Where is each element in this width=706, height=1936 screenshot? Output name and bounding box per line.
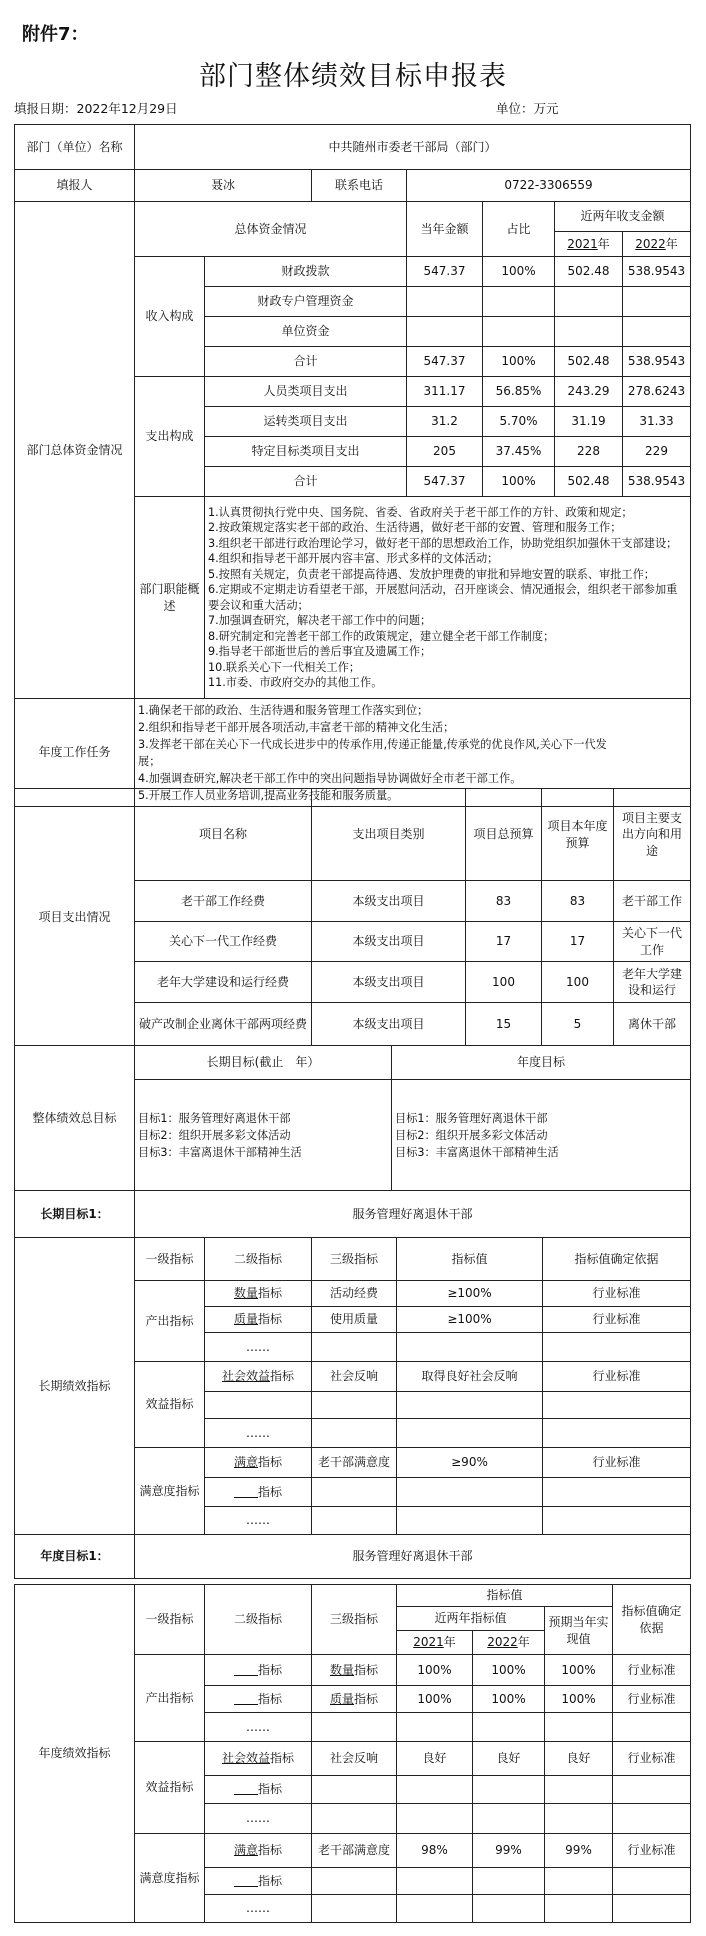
annual-basis-cell bbox=[613, 1868, 691, 1895]
long-l3-cell: 社会反响 bbox=[312, 1362, 397, 1392]
long-l3-cell bbox=[312, 1333, 397, 1362]
annual-l3-cell bbox=[312, 1804, 397, 1834]
project-name: 老干部工作经费 bbox=[135, 881, 312, 922]
expense-2022: 538.9543 bbox=[623, 467, 691, 497]
projects-table bbox=[14, 788, 691, 1046]
annual-l2-cell: 指标 bbox=[205, 1655, 312, 1686]
annual-2022-cell: 100% bbox=[473, 1655, 545, 1686]
project-annual: 17 bbox=[542, 922, 614, 962]
income-2022 bbox=[623, 287, 691, 317]
page-title: 部门整体绩效目标申报表 bbox=[199, 61, 507, 92]
income-2021: 502.48 bbox=[555, 347, 623, 377]
income-name: 单位资金 bbox=[205, 317, 407, 347]
income-name: 财政专户管理资金 bbox=[205, 287, 407, 317]
expense-label: 支出构成 bbox=[135, 377, 205, 497]
long-l2-cell: 数量指标 bbox=[205, 1281, 312, 1307]
expense-2021: 228 bbox=[555, 437, 623, 467]
task-line: 2.组织和指导老干部开展各项活动,丰富老干部的精神文化生活； bbox=[138, 720, 455, 734]
income-2021 bbox=[555, 287, 623, 317]
annual-expected-cell bbox=[545, 1713, 613, 1742]
income-name: 合计 bbox=[205, 347, 407, 377]
long-basis-cell bbox=[543, 1478, 691, 1507]
long-value-cell bbox=[397, 1478, 543, 1507]
long-l3-cell bbox=[312, 1419, 397, 1448]
income-current: 547.37 bbox=[407, 347, 483, 377]
project-name: 破产改制企业离休干部两项经费 bbox=[135, 1003, 312, 1046]
annual-expected-cell bbox=[545, 1868, 613, 1895]
long-l3-cell bbox=[312, 1478, 397, 1507]
annual-l3-cell bbox=[312, 1776, 397, 1804]
project-direction: 关心下一代工作 bbox=[614, 922, 691, 962]
long-l1-header: 一级指标 bbox=[135, 1238, 205, 1281]
annual-basis-cell: 行业标准 bbox=[613, 1834, 691, 1868]
long-l2-cell: …… bbox=[205, 1333, 312, 1362]
expense-2021: 502.48 bbox=[555, 467, 623, 497]
annual-l3-cell: 质量指标 bbox=[312, 1686, 397, 1713]
dept-row bbox=[15, 125, 691, 170]
funds-total-header: 总体资金情况 bbox=[135, 202, 407, 257]
annual-l1-header: 一级指标 bbox=[135, 1585, 205, 1655]
projects-header-row bbox=[15, 789, 691, 881]
annual-2021-cell: 良好 bbox=[397, 1742, 473, 1776]
phone-label: 联系电话 bbox=[312, 170, 407, 202]
expense-2022: 31.33 bbox=[623, 407, 691, 437]
long-l2-cell: 质量指标 bbox=[205, 1307, 312, 1333]
annual-2021-cell: 98% bbox=[397, 1834, 473, 1868]
annual-basis-cell bbox=[613, 1895, 691, 1923]
project-category-header: 支出项目类别 bbox=[312, 789, 466, 881]
annual-tasks-label: 年度工作任务 bbox=[15, 699, 135, 807]
long-ind-header-row bbox=[15, 1238, 691, 1281]
annual-recent-header: 近两年指标值 bbox=[397, 1607, 545, 1631]
annex-label: 附件7： bbox=[22, 24, 89, 45]
performance-table bbox=[14, 124, 691, 807]
annual-goal-text: 服务管理好离退休干部 bbox=[135, 1535, 691, 1579]
long-basis-cell: 行业标准 bbox=[543, 1281, 691, 1307]
annual-l2-cell: 指标 bbox=[205, 1868, 312, 1895]
income-name: 财政拨款 bbox=[205, 257, 407, 287]
long-l3-cell: 使用质量 bbox=[312, 1307, 397, 1333]
income-ratio: 100% bbox=[483, 257, 555, 287]
function-line: 2.按政策规定落实老干部的政治、生活待遇，做好老干部的安置、管理和服务工作； bbox=[208, 521, 622, 534]
annual-l3-header: 三级指标 bbox=[312, 1585, 397, 1655]
function-line: 8.研究制定和完善老干部工作的政策规定，建立健全老干部工作制度； bbox=[208, 629, 555, 643]
function-line: 6.定期或不定期走访看望老干部，开展慰问活动，召开座谈会、情况通报会，组织老干部参加重 bbox=[208, 583, 678, 596]
project-total-header: 项目总预算 bbox=[466, 789, 542, 881]
income-ratio: 100% bbox=[483, 347, 555, 377]
project-category: 本级支出项目 bbox=[312, 922, 466, 962]
annual-basis-cell bbox=[613, 1776, 691, 1804]
long-value-cell: ≥100% bbox=[397, 1307, 543, 1333]
annual-2022-cell bbox=[473, 1895, 545, 1923]
task-line: 展； bbox=[138, 754, 161, 768]
long-term-goal-item: 目标3：丰富离退休干部精神生活 bbox=[138, 1145, 302, 1159]
income-ratio bbox=[483, 287, 555, 317]
income-2021 bbox=[555, 317, 623, 347]
annual-l3-cell bbox=[312, 1713, 397, 1742]
expense-ratio: 100% bbox=[483, 467, 555, 497]
task-line: 4.加强调查研究,解决老干部工作中的突出问题指导协调做好全市老干部工作。 bbox=[138, 771, 522, 785]
annual-2022-cell: 99% bbox=[473, 1834, 545, 1868]
income-current: 547.37 bbox=[407, 257, 483, 287]
long-value-cell: ≥90% bbox=[397, 1448, 543, 1478]
annual-l2-cell: 社会效益指标 bbox=[205, 1742, 312, 1776]
income-2022: 538.9543 bbox=[623, 257, 691, 287]
project-category: 本级支出项目 bbox=[312, 881, 466, 922]
annual-satisfaction-label: 满意度指标 bbox=[135, 1834, 205, 1923]
expense-name: 合计 bbox=[205, 467, 407, 497]
long-goal-text: 服务管理好离退休干部 bbox=[135, 1191, 691, 1238]
project-total: 100 bbox=[466, 962, 542, 1003]
annual-2021-cell: 100% bbox=[397, 1655, 473, 1686]
annual-l3-cell bbox=[312, 1868, 397, 1895]
project-name: 关心下一代工作经费 bbox=[135, 922, 312, 962]
annual-basis-cell: 行业标准 bbox=[613, 1742, 691, 1776]
filler-name: 聂冰 bbox=[135, 170, 312, 202]
annual-expected-header: 预期当年实现值 bbox=[545, 1607, 613, 1655]
projects-label: 项目支出情况 bbox=[15, 789, 135, 1046]
long-l3-cell: 活动经费 bbox=[312, 1281, 397, 1307]
long-value-cell bbox=[397, 1419, 543, 1448]
function-line: 5.按照有关规定，负责老干部提高待遇、发放护理费的审批和异地安置的联系、审批工作； bbox=[208, 567, 655, 581]
function-line: 7.加强调查研究，解决老干部工作中的问题； bbox=[208, 614, 432, 627]
annual-year-2021: 2021年 bbox=[397, 1631, 473, 1655]
expense-name: 特定目标类项目支出 bbox=[205, 437, 407, 467]
long-l2-cell: 满意指标 bbox=[205, 1448, 312, 1478]
long-term-goal-item: 目标1：服务管理好离退休干部 bbox=[138, 1111, 291, 1125]
annual-expected-cell: 良好 bbox=[545, 1742, 613, 1776]
project-category: 本级支出项目 bbox=[312, 1003, 466, 1046]
project-name: 老年大学建设和运行经费 bbox=[135, 962, 312, 1003]
long-basis-cell bbox=[543, 1392, 691, 1419]
annual-basis-cell bbox=[613, 1713, 691, 1742]
function-line: 10.联系关心下一代相关工作； bbox=[208, 660, 361, 674]
annual-l2-header: 二级指标 bbox=[205, 1585, 312, 1655]
long-value-header: 指标值 bbox=[397, 1238, 543, 1281]
task-line: 1.确保老干部的政治、生活待遇和服务管理工作落实到位； bbox=[138, 703, 429, 717]
task-line: 5.开展工作人员业务培训,提高业务技能和服务质量。 bbox=[138, 788, 399, 802]
project-annual-header: 项目本年度预算 bbox=[542, 789, 614, 881]
income-ratio bbox=[483, 317, 555, 347]
phone-number: 0722-3306559 bbox=[407, 170, 691, 202]
overall-goals-label: 整体绩效总目标 bbox=[15, 1046, 135, 1191]
expense-2022: 229 bbox=[623, 437, 691, 467]
long-basis-cell: 行业标准 bbox=[543, 1307, 691, 1333]
annual-2022-cell: 良好 bbox=[473, 1742, 545, 1776]
annual-goal-item: 目标1：服务管理好离退休干部 bbox=[395, 1111, 548, 1125]
funds-section-label: 部门总体资金情况 bbox=[15, 202, 135, 699]
annual-basis-cell: 行业标准 bbox=[613, 1686, 691, 1713]
long-basis-cell bbox=[543, 1333, 691, 1362]
long-term-header: 长期目标(截止 年） bbox=[135, 1046, 392, 1080]
annual-indicators-label: 年度绩效指标 bbox=[15, 1585, 135, 1923]
expense-name: 运转类项目支出 bbox=[205, 407, 407, 437]
long-l3-header: 三级指标 bbox=[312, 1238, 397, 1281]
dept-label: 部门（单位）名称 bbox=[15, 125, 135, 170]
annual-value-header: 指标值 bbox=[397, 1585, 613, 1607]
annual-2022-cell bbox=[473, 1804, 545, 1834]
annual-output-label: 产出指标 bbox=[135, 1655, 205, 1742]
overall-goals-table bbox=[14, 1045, 691, 1238]
annual-expected-cell: 100% bbox=[545, 1655, 613, 1686]
long-term-goals bbox=[135, 1080, 392, 1191]
function-line: 3.组织老干部进行政治理论学习，做好老干部的思想政治工作，协助党组织加强休干支部建设； bbox=[208, 536, 678, 550]
project-direction-header: 项目主要支出方向和用途 bbox=[614, 789, 691, 881]
annual-expected-cell: 99% bbox=[545, 1834, 613, 1868]
income-2022: 538.9543 bbox=[623, 347, 691, 377]
annual-2021-cell bbox=[397, 1804, 473, 1834]
long-l2-cell: 指标 bbox=[205, 1478, 312, 1507]
expense-current: 547.37 bbox=[407, 467, 483, 497]
income-current bbox=[407, 287, 483, 317]
expense-current: 311.17 bbox=[407, 377, 483, 407]
long-indicators-table bbox=[14, 1237, 691, 1535]
long-value-cell: 取得良好社会反响 bbox=[397, 1362, 543, 1392]
project-direction: 离休干部 bbox=[614, 1003, 691, 1046]
annual-l3-cell: 数量指标 bbox=[312, 1655, 397, 1686]
project-total: 15 bbox=[466, 1003, 542, 1046]
long-value-cell bbox=[397, 1507, 543, 1535]
long-value-cell bbox=[397, 1333, 543, 1362]
annual-l2-cell: 指标 bbox=[205, 1776, 312, 1804]
function-line: 11.市委、市政府交办的其他工作。 bbox=[208, 676, 383, 689]
long-basis-cell: 行业标准 bbox=[543, 1448, 691, 1478]
annual-goal-item: 目标3：丰富离退休干部精神生活 bbox=[395, 1145, 559, 1159]
long-l3-cell: 老干部满意度 bbox=[312, 1448, 397, 1478]
funds-current-header: 当年金额 bbox=[407, 202, 483, 257]
long-l3-cell bbox=[312, 1507, 397, 1535]
annual-year-2022: 2022年 bbox=[473, 1631, 545, 1655]
long-benefit-label: 效益指标 bbox=[135, 1362, 205, 1448]
annual-2022-cell bbox=[473, 1868, 545, 1895]
project-annual: 5 bbox=[542, 1003, 614, 1046]
annual-2021-cell: 100% bbox=[397, 1686, 473, 1713]
annual-goal-row bbox=[15, 1535, 691, 1579]
filler-label: 填报人 bbox=[15, 170, 135, 202]
project-total: 17 bbox=[466, 922, 542, 962]
project-annual: 100 bbox=[542, 962, 614, 1003]
long-indicators-label: 长期绩效指标 bbox=[15, 1238, 135, 1535]
function-line: 9.指导老干部逝世后的善后事宜及遗属工作； bbox=[208, 645, 432, 658]
project-name-header: 项目名称 bbox=[135, 789, 312, 881]
expense-2022: 278.6243 bbox=[623, 377, 691, 407]
expense-current: 205 bbox=[407, 437, 483, 467]
long-output-label: 产出指标 bbox=[135, 1281, 205, 1362]
expense-current: 31.2 bbox=[407, 407, 483, 437]
functions-label: 部门职能概述 bbox=[135, 497, 205, 699]
unit-label: 单位：万元 bbox=[496, 101, 559, 116]
annual-2022-cell bbox=[473, 1776, 545, 1804]
funds-year-2022: 2022年 bbox=[623, 232, 691, 257]
annual-basis-header: 指标值确定依据 bbox=[613, 1585, 691, 1655]
annual-l2-cell: 指标 bbox=[205, 1686, 312, 1713]
long-l2-cell: …… bbox=[205, 1507, 312, 1535]
funds-header-row bbox=[15, 202, 691, 232]
annual-expected-cell: 100% bbox=[545, 1686, 613, 1713]
function-line: 1.认真贯彻执行党中央、国务院、省委、省政府关于老干部工作的方针、政策和规定； bbox=[208, 505, 633, 519]
annual-2021-cell bbox=[397, 1895, 473, 1923]
annual-expected-cell bbox=[545, 1776, 613, 1804]
project-annual: 83 bbox=[542, 881, 614, 922]
long-l2-cell: 社会效益指标 bbox=[205, 1362, 312, 1392]
fill-date-label: 填报日期： bbox=[14, 101, 77, 116]
funds-recent-header: 近两年收支金额 bbox=[555, 202, 691, 232]
annual-goal-table bbox=[14, 1534, 691, 1579]
annual-expected-cell bbox=[545, 1804, 613, 1834]
long-l2-cell bbox=[205, 1392, 312, 1419]
long-basis-cell bbox=[543, 1419, 691, 1448]
annual-l3-cell: 社会反响 bbox=[312, 1742, 397, 1776]
long-goal-label: 长期目标1： bbox=[15, 1191, 135, 1238]
long-satisfaction-label: 满意度指标 bbox=[135, 1448, 205, 1535]
funds-year-2021: 2021年 bbox=[555, 232, 623, 257]
fill-date: 2022年12月29日 bbox=[76, 101, 178, 116]
expense-2021: 31.19 bbox=[555, 407, 623, 437]
annual-basis-cell bbox=[613, 1804, 691, 1834]
project-category: 本级支出项目 bbox=[312, 962, 466, 1003]
long-value-cell: ≥100% bbox=[397, 1281, 543, 1307]
annual-goal-item: 目标2：组织开展多彩文体活动 bbox=[395, 1128, 548, 1142]
expense-ratio: 56.85% bbox=[483, 377, 555, 407]
income-2022 bbox=[623, 317, 691, 347]
income-current bbox=[407, 317, 483, 347]
annual-expected-cell bbox=[545, 1895, 613, 1923]
long-basis-cell bbox=[543, 1507, 691, 1535]
annual-goals bbox=[392, 1080, 691, 1191]
annual-goal-label: 年度目标1： bbox=[15, 1535, 135, 1579]
annual-goal-header: 年度目标 bbox=[392, 1046, 691, 1080]
long-goal-row bbox=[15, 1191, 691, 1238]
income-2021: 502.48 bbox=[555, 257, 623, 287]
expense-2021: 243.29 bbox=[555, 377, 623, 407]
fill-info-row bbox=[14, 99, 690, 117]
long-basis-cell: 行业标准 bbox=[543, 1362, 691, 1392]
funds-ratio-header: 占比 bbox=[483, 202, 555, 257]
annual-2021-cell bbox=[397, 1776, 473, 1804]
project-total: 83 bbox=[466, 881, 542, 922]
annual-l2-cell: …… bbox=[205, 1895, 312, 1923]
function-line: 4.组织和指导老干部开展内容丰富、形式多样的文体活动； bbox=[208, 552, 499, 565]
annual-indicators-table bbox=[14, 1584, 691, 1923]
expense-ratio: 37.45% bbox=[483, 437, 555, 467]
annual-2022-cell: 100% bbox=[473, 1686, 545, 1713]
long-term-goal-item: 目标2：组织开展多彩文体活动 bbox=[138, 1128, 291, 1142]
expense-name: 人员类项目支出 bbox=[205, 377, 407, 407]
annual-benefit-label: 效益指标 bbox=[135, 1742, 205, 1834]
annual-l3-cell: 老干部满意度 bbox=[312, 1834, 397, 1868]
long-l2-header: 二级指标 bbox=[205, 1238, 312, 1281]
annual-2022-cell bbox=[473, 1713, 545, 1742]
annual-ind-header-row bbox=[15, 1585, 691, 1607]
project-direction: 老干部工作 bbox=[614, 881, 691, 922]
annual-l2-cell: 满意指标 bbox=[205, 1834, 312, 1868]
annual-2021-cell bbox=[397, 1713, 473, 1742]
annual-l2-cell: …… bbox=[205, 1804, 312, 1834]
long-value-cell bbox=[397, 1392, 543, 1419]
project-direction: 老年大学建设和运行 bbox=[614, 962, 691, 1003]
income-label: 收入构成 bbox=[135, 257, 205, 377]
expense-ratio: 5.70% bbox=[483, 407, 555, 437]
annual-2021-cell bbox=[397, 1868, 473, 1895]
long-basis-header: 指标值确定依据 bbox=[543, 1238, 691, 1281]
functions-text bbox=[205, 497, 691, 699]
annual-basis-cell: 行业标准 bbox=[613, 1655, 691, 1686]
annual-l2-cell: …… bbox=[205, 1713, 312, 1742]
task-line: 3.发挥老干部在关心下一代成长进步中的传承作用,传递正能量,传承党的优良作风,关心下一代发 bbox=[138, 737, 607, 751]
dept-name: 中共随州市委老干部局（部门） bbox=[135, 125, 691, 170]
long-l3-cell bbox=[312, 1392, 397, 1419]
filler-row bbox=[15, 170, 691, 202]
function-line: 要会议和重大活动； bbox=[208, 598, 309, 612]
annual-l3-cell bbox=[312, 1895, 397, 1923]
long-l2-cell: …… bbox=[205, 1419, 312, 1448]
overall-goals-header-row bbox=[15, 1046, 691, 1080]
